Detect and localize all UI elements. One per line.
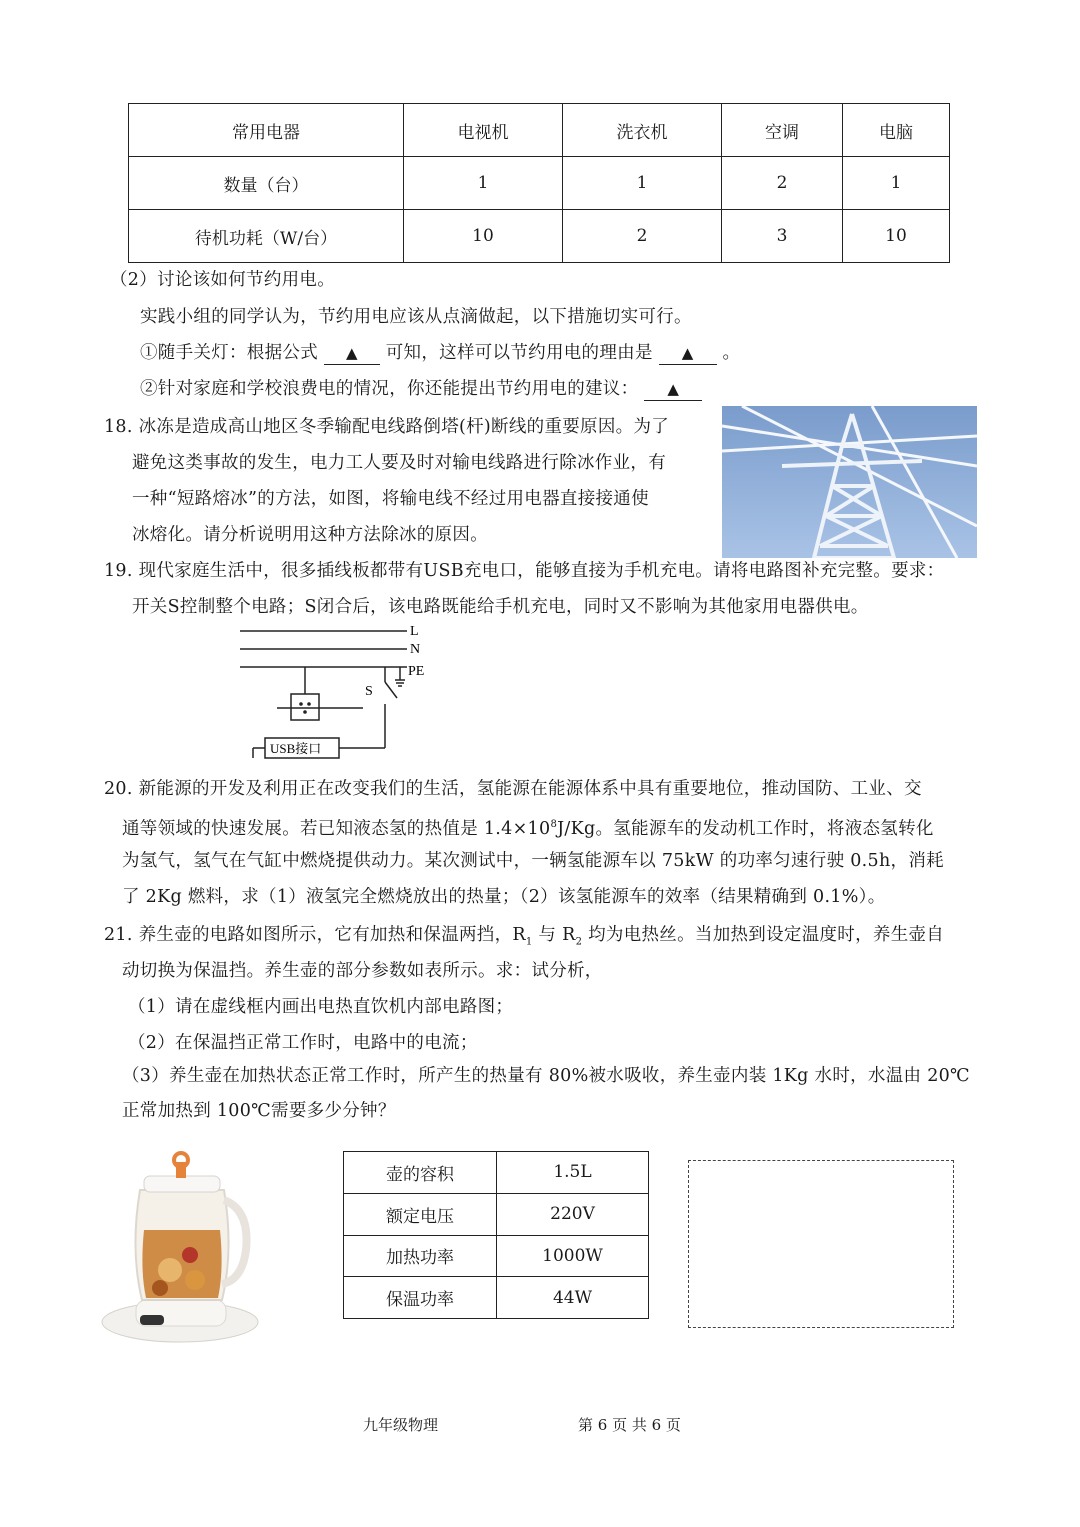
table-cell: 220V <box>497 1193 649 1235</box>
q20-line2-a: 通等领域的快速发展。若已知液态氢的热值是 1.4×10 <box>122 818 551 839</box>
table-header-cell: 电脑 <box>843 104 950 157</box>
q19-line2: 开关S控制整个电路；S闭合后，该电路既能给手机充电，同时又不影响为其他家用电器供电。 <box>132 597 869 617</box>
table-cell: 1.5L <box>497 1152 649 1194</box>
table-cell: 待机功耗（W/台） <box>129 210 404 263</box>
table-row <box>344 1193 649 1235</box>
q17-item2 <box>140 378 702 401</box>
table-header-cell: 空调 <box>722 104 843 157</box>
answer-blank-formula[interactable] <box>324 342 380 365</box>
switch-label-s: S <box>365 684 373 699</box>
appliance-standby-table <box>128 103 950 263</box>
q18-line1: 18. 冰冻是造成高山地区冬季输配电线路倒塔(杆)断线的重要原因。为了 <box>104 417 670 437</box>
table-cell: 壶的容积 <box>344 1152 497 1194</box>
q21-line1 <box>104 924 944 954</box>
table-cell: 10 <box>404 210 563 263</box>
table-cell: 保温功率 <box>344 1277 497 1319</box>
table-cell: 10 <box>843 210 950 263</box>
triangle-icon: ▲ <box>345 344 358 362</box>
table-cell: 1 <box>404 157 563 210</box>
q20-line3: 为氢气，氢气在气缸中燃烧提供动力。某次测试中，一辆氢能源车以 75kW 的功率匀速行驶 0.5h，消耗 <box>122 851 944 871</box>
table-cell: 2 <box>563 210 722 263</box>
q20-line4: 了 2Kg 燃料，求（1）液氢完全燃烧放出的热量；（2）该氢能源车的效率（结果精确到 0.1%）。 <box>122 887 886 907</box>
wire-label-n: N <box>410 642 421 657</box>
table-row <box>344 1152 649 1194</box>
table-header-cell: 常用电器 <box>129 104 404 157</box>
q21-line1-a: 21. 养生壶的电路如图所示，它有加热和保温两挡，R <box>104 925 526 945</box>
table-header-cell: 电视机 <box>404 104 563 157</box>
answer-blank-suggestion[interactable] <box>644 378 702 401</box>
q18-line4: 冰熔化。请分析说明用这种方法除冰的原因。 <box>132 525 488 545</box>
q21-sub3: （3）养生壶在加热状态正常工作时，所产生的热量有 80%被水吸收，养生壶内装 1Kg 水时，水温由 20℃ <box>122 1066 970 1086</box>
table-row <box>344 1235 649 1277</box>
answer-blank-reason[interactable] <box>659 342 717 365</box>
table-cell: 3 <box>722 210 843 263</box>
triangle-icon: ▲ <box>681 344 694 362</box>
q21-line2: 动切换为保温挡。养生壶的部分参数如表所示。求：试分析， <box>122 961 603 981</box>
health-kettle-photo <box>100 1150 260 1350</box>
q21-sub1: （1）请在虚线框内画出电热直饮机内部电路图； <box>128 997 514 1017</box>
kettle-parameters-table <box>343 1151 649 1319</box>
wire-label-l: L <box>410 624 419 639</box>
r2-subscript: 2 <box>575 936 583 948</box>
q21-sub2: （2）在保温挡正常工作时，电路中的电流； <box>128 1033 478 1053</box>
table-cell: 1 <box>563 157 722 210</box>
table-row <box>344 1277 649 1319</box>
q20-line2 <box>122 814 934 840</box>
r1-subscript: 1 <box>525 936 533 948</box>
table-cell: 44W <box>497 1277 649 1319</box>
q17-item1 <box>140 342 740 365</box>
table-cell: 2 <box>722 157 843 210</box>
q21-line1-c: 均为电热丝。当加热到设定温度时，养生壶自 <box>582 925 945 945</box>
q20-line2-b: J/Kg。氢能源车的发动机工作时，将液态氢转化 <box>557 818 934 839</box>
table-row <box>129 210 950 263</box>
q17-item1-text-a: ①随手关灯：根据公式 <box>140 343 318 363</box>
q17-sub2: （2）讨论该如何节约用电。 <box>110 270 336 290</box>
q20-line1: 20. 新能源的开发及利用正在改变我们的生活，氢能源在能源体系中具有重要地位，推动国防、工业、交 <box>104 779 922 799</box>
table-cell: 额定电压 <box>344 1193 497 1235</box>
footer-subject: 九年级物理 <box>363 1416 439 1434</box>
q21-sub3b: 正常加热到 100℃需要多少分钟？ <box>122 1101 396 1121</box>
footer-page-number: 第 6 页 共 6 页 <box>578 1416 681 1434</box>
table-header-row <box>129 104 950 157</box>
q18-line2: 避免这类事故的发生，电力工人要及时对输电线路进行除冰作业，有 <box>132 453 666 473</box>
table-header-cell: 洗衣机 <box>563 104 722 157</box>
usb-socket-circuit-diagram <box>235 620 435 765</box>
triangle-icon: ▲ <box>667 380 680 398</box>
usb-port-label: USB接口 <box>270 741 322 756</box>
circuit-drawing-box[interactable] <box>688 1160 954 1328</box>
q18-line3: 一种“短路熔冰”的方法，如图，将输电线不经过用电器直接接通使 <box>132 489 649 509</box>
q19-line1: 19. 现代家庭生活中，很多插线板都带有USB充电口，能够直接为手机充电。请将电路图补充完整。要求： <box>104 561 945 581</box>
q21-line1-b: 与 R <box>532 925 576 945</box>
q17-item1-text-b: 可知，这样可以节约用电的理由是 <box>385 343 653 363</box>
q17-intro: 实践小组的同学认为，节约用电应该从点滴做起，以下措施切实可行。 <box>140 307 692 327</box>
q17-item2-text: ②针对家庭和学校浪费电的情况，你还能提出节约用电的建议： <box>140 379 639 399</box>
table-cell: 数量（台） <box>129 157 404 210</box>
wire-label-pe: PE <box>408 664 425 679</box>
table-row <box>129 157 950 210</box>
table-cell: 加热功率 <box>344 1235 497 1277</box>
table-cell: 1000W <box>497 1235 649 1277</box>
table-cell: 1 <box>843 157 950 210</box>
frozen-power-tower-photo <box>722 406 977 558</box>
q20-exponent: 8 <box>550 819 558 830</box>
q17-item1-end: 。 <box>722 343 741 363</box>
